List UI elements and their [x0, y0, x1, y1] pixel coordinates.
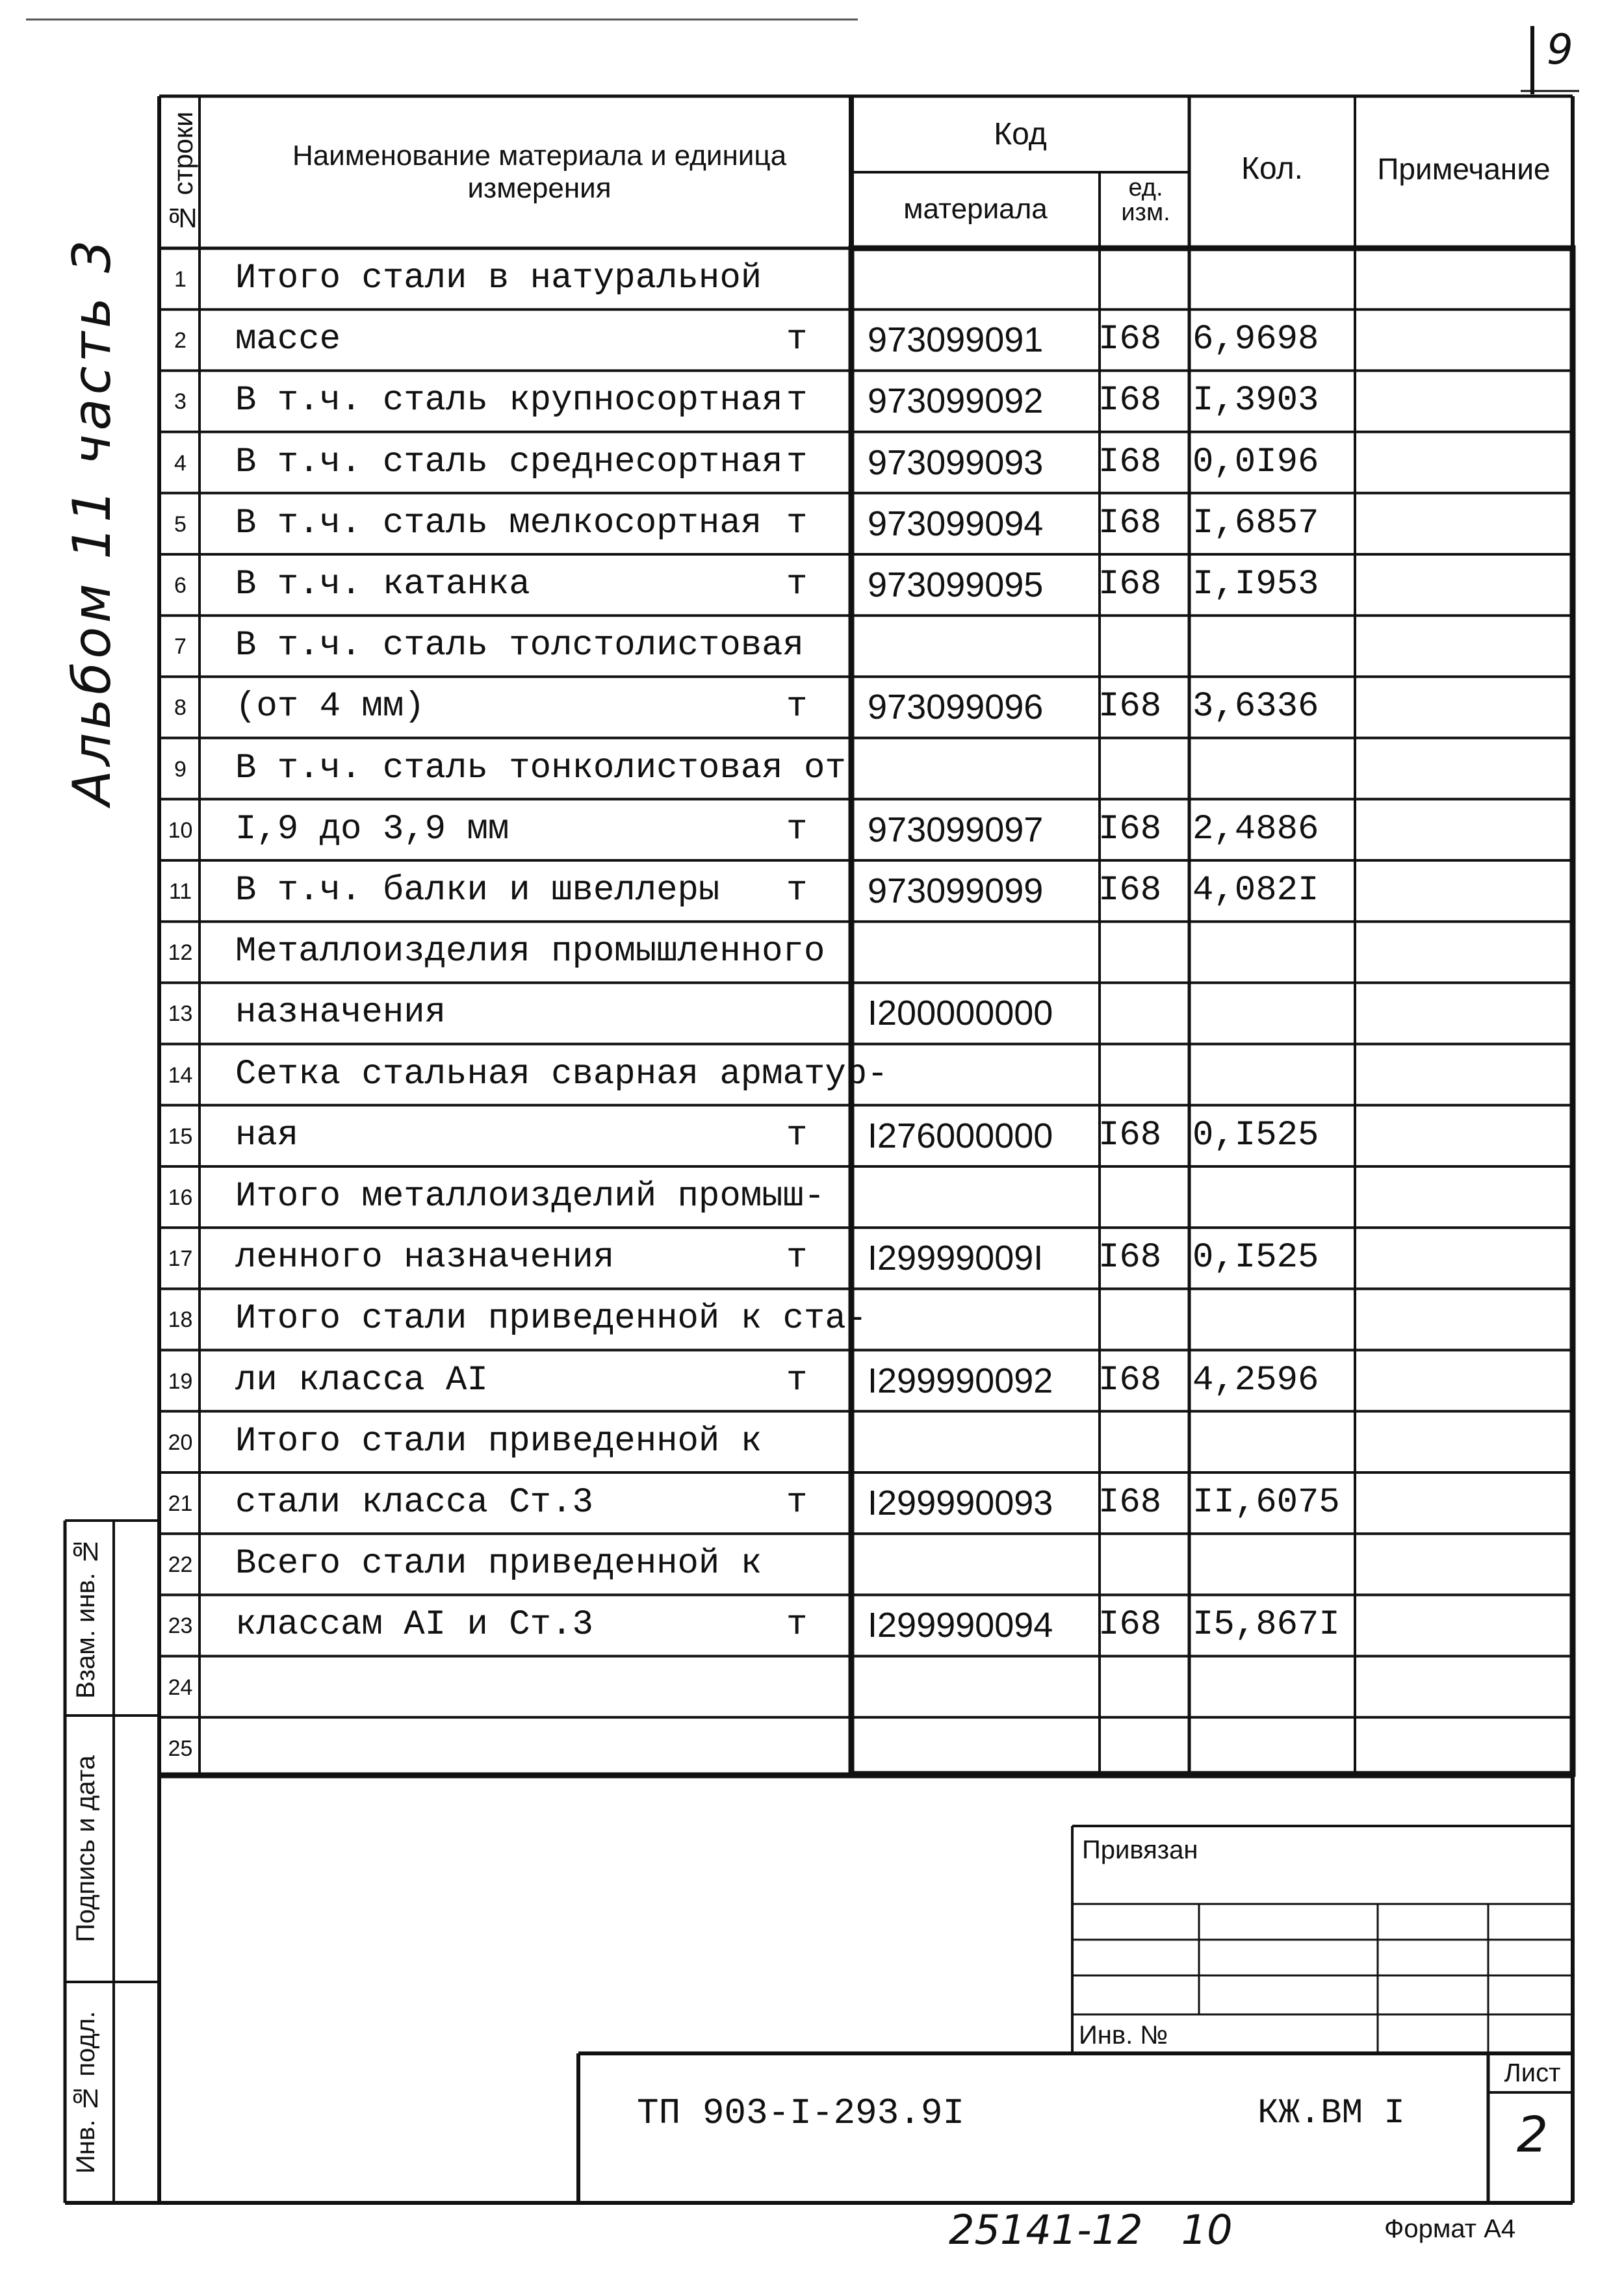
unit: т: [786, 1483, 808, 1523]
material-name: Итого металлоизделий промыш-: [235, 1177, 825, 1216]
material-name: классам АI и Ст.3: [235, 1605, 593, 1645]
row-number: 10: [168, 818, 193, 843]
material-name: В т.ч. сталь мелкосортная: [235, 504, 762, 543]
unit: т: [786, 504, 808, 543]
material-name: В т.ч. балки и швеллеры: [235, 871, 720, 910]
material-name: ленного назначения: [235, 1238, 615, 1278]
material-name: В т.ч. катанка: [235, 565, 530, 604]
unit-code: I68: [1098, 565, 1162, 604]
material-name: Сетка стальная сварная арматур-: [235, 1055, 888, 1094]
material-name: Итого стали в натуральной: [235, 259, 762, 298]
material-code: 973099093: [868, 443, 1044, 482]
row-number: 3: [174, 389, 187, 414]
row-number: 19: [168, 1369, 193, 1394]
unit-code: I68: [1098, 381, 1162, 420]
material-name: Всего стали приведенной к: [235, 1544, 762, 1584]
material-name: ная: [235, 1116, 299, 1155]
material-name: назначения: [235, 993, 446, 1033]
header-material-code: материала: [903, 193, 1048, 225]
material-code: I200000000: [868, 994, 1053, 1033]
replacement-inventory-label: Взам. инв. №: [71, 1537, 100, 1699]
header-unit-code: ед. изм.: [1121, 174, 1170, 226]
sheet-label: Лист: [1504, 2059, 1561, 2087]
sheet-number: 2: [1516, 2105, 1549, 2163]
quantity: I,3903: [1192, 381, 1319, 420]
row-number: 18: [168, 1307, 193, 1332]
row-number: 7: [174, 634, 187, 659]
unit-code: I68: [1098, 871, 1162, 910]
quantity: 0,I525: [1192, 1116, 1319, 1155]
inventory-number-label: Инв. №: [1079, 2021, 1168, 2050]
quantity: 0,0I96: [1192, 443, 1319, 482]
row-number: 9: [174, 757, 187, 782]
material-code: 973099099: [868, 871, 1044, 910]
material-code: 973099095: [868, 565, 1044, 604]
original-inventory-label: Инв. № подл.: [71, 2011, 100, 2174]
unit: т: [786, 443, 808, 482]
document-mark: КЖ.ВМ I: [1257, 2094, 1405, 2133]
unit-code: I68: [1098, 810, 1162, 849]
material-name: (от 4 мм): [235, 687, 425, 726]
quantity: 0,I525: [1192, 1238, 1319, 1278]
album-note: Альбом 11 часть 3: [62, 236, 122, 806]
page-number: 9: [1547, 26, 1573, 74]
unit: т: [786, 565, 808, 604]
unit: т: [786, 810, 808, 849]
quantity: II,6075: [1192, 1483, 1340, 1523]
unit: т: [786, 1605, 808, 1645]
material-name: Итого стали приведенной к ста-: [235, 1299, 868, 1339]
row-number: 16: [168, 1185, 193, 1210]
row-number: 25: [168, 1736, 193, 1761]
quantity: 6,9698: [1192, 320, 1319, 359]
row-number: 1: [174, 267, 187, 292]
row-number: 13: [168, 1001, 193, 1026]
row-number: 24: [168, 1675, 193, 1700]
material-name: ли класса АI: [235, 1361, 488, 1400]
quantity: I,I953: [1192, 565, 1319, 604]
quantity: 4,2596: [1192, 1361, 1319, 1400]
quantity: 2,4886: [1192, 810, 1319, 849]
material-name: В т.ч. сталь среднесортная: [235, 443, 783, 482]
quantity: I5,867I: [1192, 1605, 1340, 1645]
material-name: массе: [235, 320, 341, 359]
header-note: Примечание: [1377, 152, 1551, 186]
row-number: 17: [168, 1246, 193, 1271]
unit-code: I68: [1098, 320, 1162, 359]
row-number: 2: [174, 328, 187, 353]
row-number: 15: [168, 1124, 193, 1149]
document-code: ТП 903-I-293.9I: [637, 2092, 965, 2134]
archive-number: 25141-12 10: [949, 2206, 1233, 2254]
unit-code: I68: [1098, 1361, 1162, 1400]
material-code: 973099094: [868, 504, 1044, 543]
material-code: I29999009I: [868, 1239, 1044, 1278]
material-name: В т.ч. сталь тонколистовая от: [235, 749, 846, 788]
row-number: 12: [168, 940, 193, 965]
quantity: I,6857: [1192, 504, 1319, 543]
unit: т: [786, 320, 808, 359]
row-number: 20: [168, 1430, 193, 1455]
quantity: 3,6336: [1192, 687, 1319, 726]
unit-code: I68: [1098, 1116, 1162, 1155]
unit-code: I68: [1098, 443, 1162, 482]
unit-code: I68: [1098, 504, 1162, 543]
unit: т: [786, 1116, 808, 1155]
material-code: I299990093: [868, 1484, 1053, 1523]
row-number: 21: [168, 1491, 193, 1516]
row-number: 11: [168, 879, 192, 904]
material-name: В т.ч. сталь толстолистовая: [235, 626, 804, 665]
material-code: I276000000: [868, 1116, 1053, 1155]
material-code: 973099091: [868, 320, 1044, 359]
material-name: стали класса Ст.3: [235, 1483, 593, 1523]
row-number: 22: [168, 1552, 193, 1577]
header-quantity: Кол.: [1241, 151, 1303, 186]
header-row-number: № строки: [168, 111, 198, 233]
quantity: 4,082I: [1192, 871, 1319, 910]
row-number: 6: [174, 573, 187, 598]
row-number: 8: [174, 695, 187, 720]
unit: т: [786, 1238, 808, 1278]
signature-date-label: Подпись и дата: [71, 1755, 100, 1942]
header-name: Наименование материала и единица измерения: [292, 140, 787, 204]
unit: т: [786, 381, 808, 420]
header-code: Код: [994, 117, 1047, 151]
unit-code: I68: [1098, 687, 1162, 726]
paper-format: Формат А4: [1384, 2215, 1516, 2243]
material-code: 973099096: [868, 688, 1044, 726]
material-code: 973099092: [868, 381, 1044, 420]
material-code: I299990092: [868, 1361, 1053, 1400]
unit-code: I68: [1098, 1483, 1162, 1523]
unit: т: [786, 1361, 808, 1400]
unit: т: [786, 871, 808, 910]
unit-code: I68: [1098, 1605, 1162, 1645]
material-name: В т.ч. сталь крупносортная: [235, 381, 783, 420]
row-number: 14: [168, 1063, 193, 1088]
material-name: Металлоизделия промышленного: [235, 932, 825, 971]
attached-label: Привязан: [1082, 1836, 1198, 1864]
material-code: I299990094: [868, 1606, 1053, 1645]
row-number: 4: [174, 451, 187, 476]
material-code: 973099097: [868, 810, 1044, 849]
row-number: 23: [168, 1613, 193, 1638]
material-name: Итого стали приведенной к: [235, 1422, 762, 1461]
row-number: 5: [174, 512, 187, 537]
unit-code: I68: [1098, 1238, 1162, 1278]
material-name: I,9 до 3,9 мм: [235, 810, 509, 849]
unit: т: [786, 687, 808, 726]
